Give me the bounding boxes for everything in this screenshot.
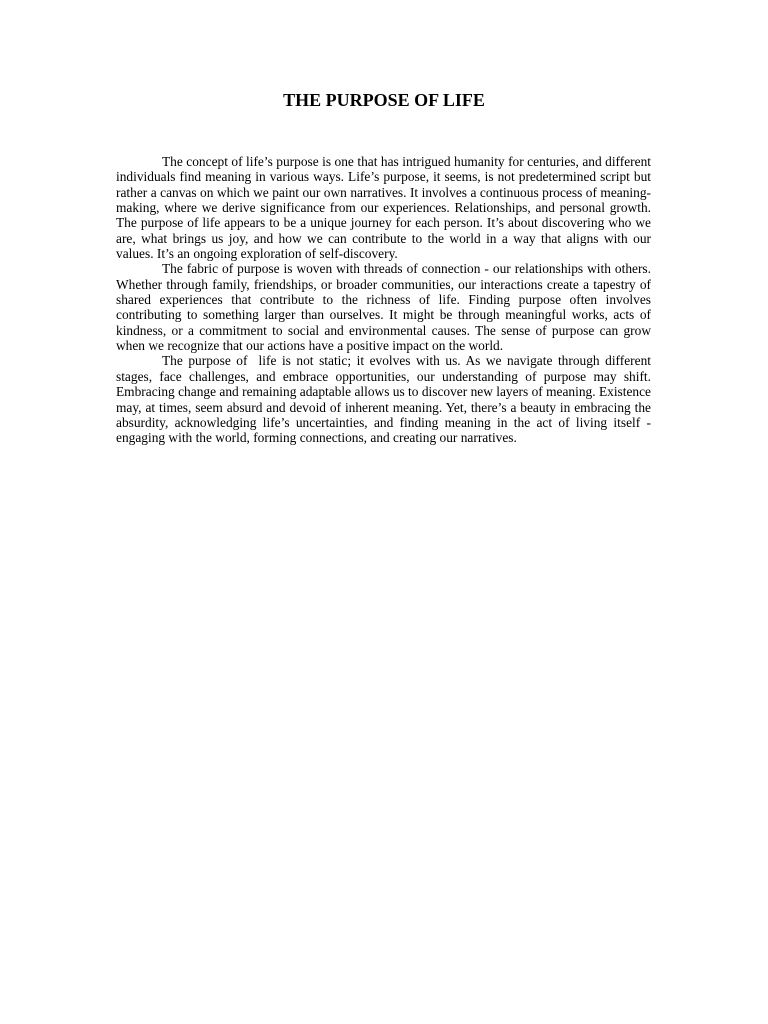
paragraph-1: The concept of life’s purpose is one that has intrigued humanity for centuries, and different individuals find meaning in various ways. Life’s purpose, it seems, is not predetermined script but rather a canvas on which we paint our own narratives. It involves a continuous process of meaning-making, where we derive significance from our experiences. Relationships, and personal growth. The purpose of life appears to be a unique journey for each person. It’s about discovering who we are, what brings us joy, and how we can contribute to the world in a way that aligns with our values. It’s an ongoing exploration of self-discovery. (116, 154, 655, 262)
paragraph-3: The purpose of life is not static; it evolves with us. As we navigate through different stages, face challenges, and embrace opportunities, our understanding of purpose may shift. Embracing change and remaining adaptable allows us to discover new layers of meaning. Existence may, at times, seem absurd and devoid of inherent meaning. Yet, there’s a beauty in embracing the absurdity, acknowledging life’s uncertainties, and finding meaning in the act of living itself - engaging with the world, forming connections, and creating our narratives. (116, 353, 655, 446)
paragraph-2: The fabric of purpose is woven with threads of connection - our relationships with others. Whether through family, friendships, or broader communities, our interactions create a tapestry of shared experiences that contribute to the richness of life. Finding purpose often involves contributing to something larger than ourselves. It might be through meaningful works, acts of kindness, or a commitment to social and environmental causes. The sense of purpose can grow when we recognize that our actions have a positive impact on the world. (116, 261, 655, 354)
document-body (116, 154, 655, 446)
document-title: THE PURPOSE OF LIFE (283, 90, 485, 110)
